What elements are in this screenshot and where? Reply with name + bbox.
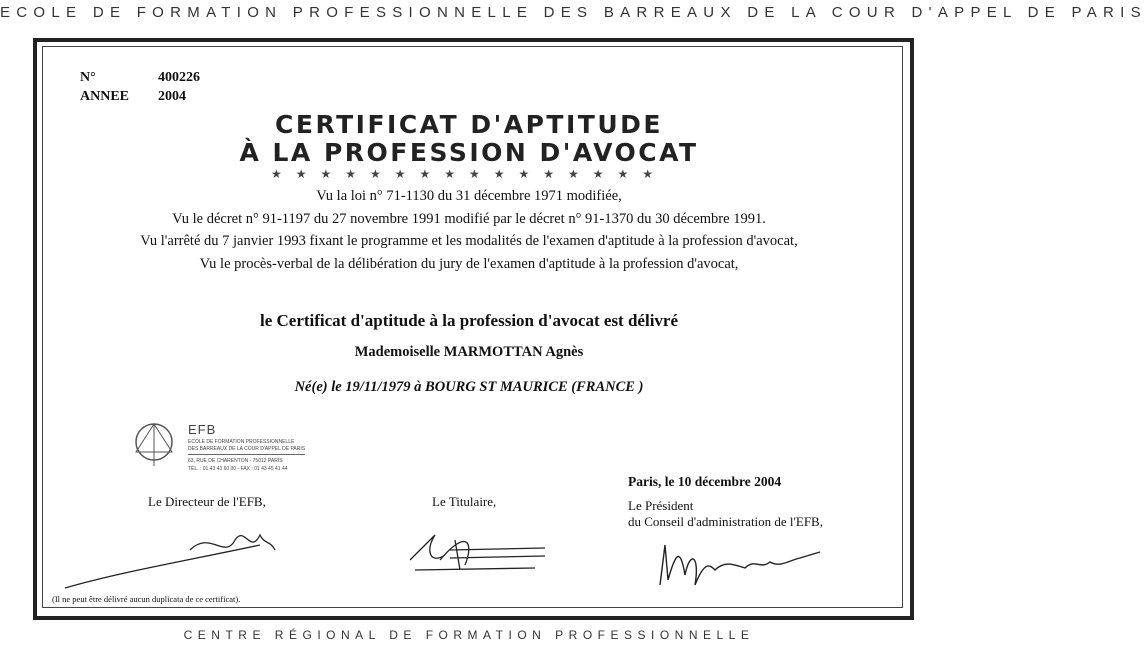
star-divider: ★★★★★★★★★★★★★★★★	[270, 167, 668, 181]
president-label-2: du Conseil d'administration de l'EFB,	[628, 514, 823, 529]
title-line-2: À LA PROFESSION D'AVOCAT	[239, 138, 699, 167]
birth-info: Né(e) le 19/11/1979 à BOURG ST MAURICE (FRANCE )	[294, 379, 644, 395]
efb-logo-line2: DES BARREAUX DE LA COUR D'APPEL DE PARIS	[188, 446, 305, 455]
director-signature	[60, 520, 300, 592]
efb-address: 63, RUE DE CHARENTON - 75012 PARIS	[188, 458, 283, 464]
efb-stamp	[130, 418, 330, 476]
efb-logo-line1: ECOLE DE FORMATION PROFESSIONNELLE	[188, 439, 295, 445]
considerant-3: Vu l'arrêté du 7 janvier 1993 fixant le programme et les modalités de l'examen d'aptitude à la profession d'avocat,	[140, 233, 798, 249]
place-date: Paris, le 10 décembre 2004	[628, 474, 782, 489]
footer-center-name: CENTRE RÉGIONAL DE FORMATION PROFESSIONNELLE	[183, 628, 755, 642]
number-label: N°	[80, 70, 96, 85]
holder-name: Mademoiselle MARMOTTAN Agnès	[354, 344, 584, 360]
president-label-1: Le Président	[628, 498, 694, 513]
duplicate-disclaimer: (Il ne peut être délivré aucun duplicata de ce certificat).	[52, 594, 241, 604]
considerant-4: Vu le procès-verbal de la délibération du jury de l'examen d'aptitude à la profession d'avocat,	[199, 256, 739, 272]
year: 2004	[158, 89, 186, 104]
holder-signature	[405, 520, 555, 585]
title-line-1: CERTIFICAT D'APTITUDE	[275, 110, 663, 139]
certificate-number: 400226	[158, 70, 200, 85]
year-label: ANNEE	[80, 89, 130, 104]
considerant-2: Vu le décret n° 91-1197 du 27 novembre 1991 modifié par le décret n° 91-1370 du 30 décembre 1991.	[172, 211, 766, 227]
header-school-name: ECOLE DE FORMATION PROFESSIONNELLE DES BARREAUX DE LA COUR D'APPEL DE PARIS	[0, 4, 1147, 21]
efb-phone: TÉL. : 01 43 43 60 00 - FAX : 01 43 45 41 44	[188, 466, 288, 472]
efb-logo-name: EFB	[188, 422, 217, 437]
delivery-statement: le Certificat d'aptitude à la profession d'avocat est délivré	[259, 311, 679, 330]
efb-emblem-icon	[130, 418, 180, 468]
holder-label: Le Titulaire,	[432, 494, 497, 509]
considerant-1: Vu la loi n° 71-1130 du 31 décembre 1971 modifiée,	[316, 188, 622, 204]
president-signature	[650, 530, 830, 595]
director-label: Le Directeur de l'EFB,	[148, 494, 266, 509]
